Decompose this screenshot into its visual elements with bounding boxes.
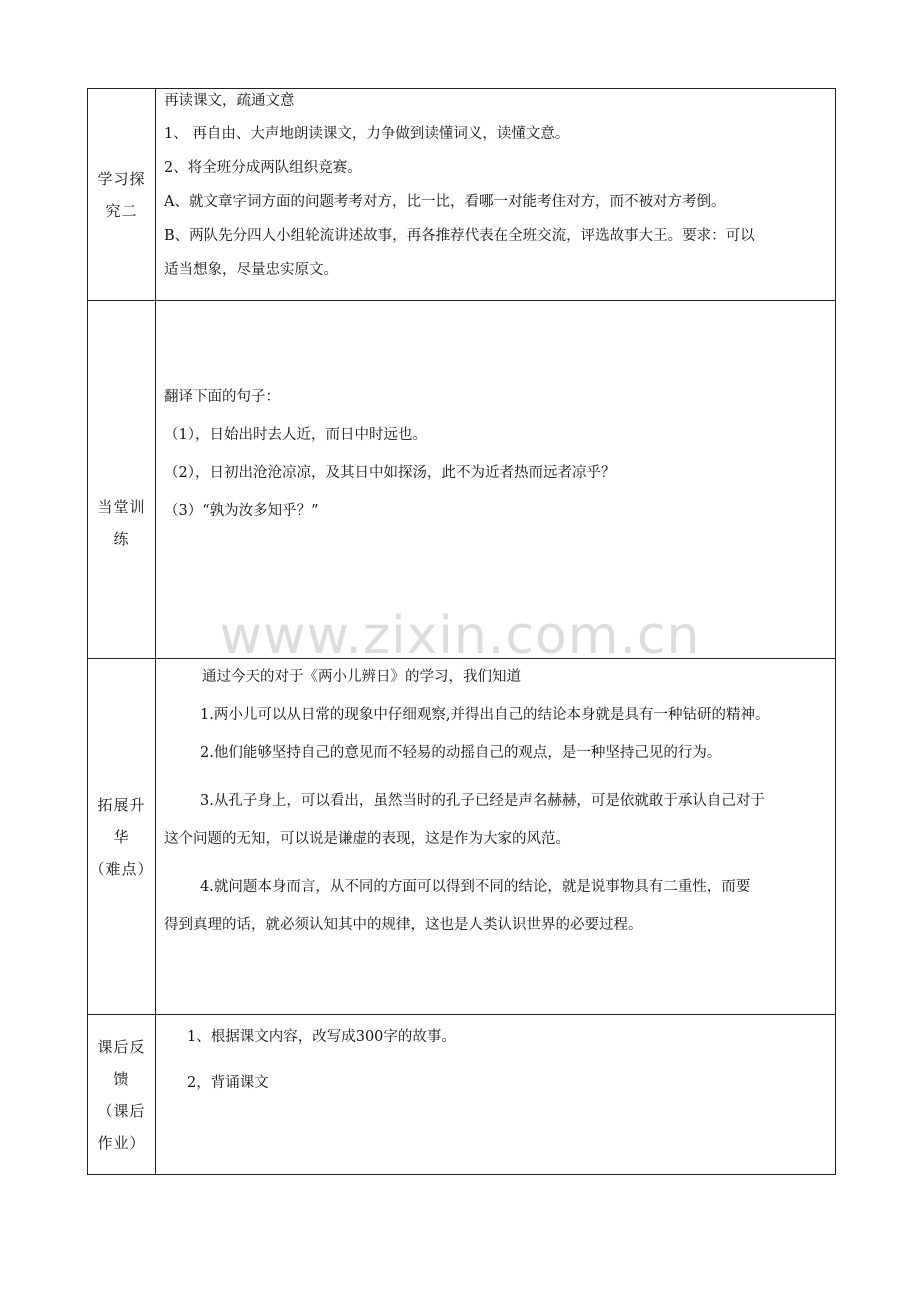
watermark-text: www.zixin.com.cn xyxy=(219,606,701,666)
content-line: A、就文章字词方面的问题考考对方，比一比，看哪一对能考住对方，而不被对方考倒。 xyxy=(164,194,726,210)
table-row-extension xyxy=(88,659,836,1015)
content-line: B、两队先分四人小组轮流讲述故事，再各推荐代表在全班交流，评选故事大王。要求：可以 xyxy=(164,228,755,244)
section-heading: 再读课文，疏通文意 xyxy=(164,93,295,109)
content-line: 1.两小儿可以从日常的现象中仔细观察,并得出自己的结论本身就是具有一种钻研的精神。 xyxy=(200,707,770,723)
content-line: 2，背诵课文 xyxy=(187,1075,269,1091)
row-label-extension xyxy=(88,659,156,1015)
label-line: 当堂训 xyxy=(97,498,146,516)
label-line: 究二 xyxy=(105,201,138,220)
row-content-class-practice xyxy=(156,301,836,659)
content-line: 1、 再自由、大声地朗读课文，力争做到读懂词义，读懂文意。 xyxy=(164,126,570,142)
content-line: 2、将全班分成两队组织竞赛。 xyxy=(164,160,362,176)
content-line: （3）“孰为汝多知乎？” xyxy=(164,503,319,519)
content-line: 4.就问题本身而言，从不同的方面可以得到不同的结论，就是说事物具有二重性，而要 xyxy=(200,879,751,895)
content-line: 翻译下面的句子： xyxy=(164,389,280,405)
content-line: 2.他们能够坚持自己的意见而不轻易的动摇自己的观点，是一种坚持己见的行为。 xyxy=(200,745,722,761)
row-label-class-practice xyxy=(88,301,156,659)
label-line: 馈 xyxy=(113,1069,130,1088)
table-row-after-class xyxy=(88,1015,836,1175)
content-line: 通过今天的对于《两小儿辨日》的学习，我们知道 xyxy=(202,669,521,685)
row-label-after-class xyxy=(88,1015,156,1175)
label-line: 练 xyxy=(113,530,130,548)
row-label-study-explore xyxy=(88,89,156,301)
table-row-study-explore xyxy=(88,89,836,301)
row-content-study-explore xyxy=(156,89,836,301)
content-line: 得到真理的话，就必须认知其中的规律，这也是人类认识世界的必要过程。 xyxy=(164,917,643,933)
label-line: （课后 xyxy=(97,1101,146,1120)
content-line: （1），日始出时去人近，而日中时远也。 xyxy=(164,427,427,443)
label-line: 课后反 xyxy=(97,1037,146,1056)
content-line: 这个问题的无知，可以说是谦虚的表现，这是作为大家的风范。 xyxy=(164,831,570,847)
lesson-plan-table xyxy=(87,88,836,1175)
row-content-after-class xyxy=(156,1015,836,1175)
content-line: 3.从孔子身上，可以看出，虽然当时的孔子已经是声名赫赫，可是依就敢于承认自己对于 xyxy=(200,793,765,809)
content-line: （2），日初出沧沧凉凉，及其日中如探汤，此不为近者热而远者凉乎？ xyxy=(164,465,616,481)
label-line: （难点） xyxy=(89,859,154,878)
table-row-class-practice xyxy=(88,301,836,659)
content-line: 适当想象，尽量忠实原文。 xyxy=(164,262,338,278)
row-content-extension xyxy=(156,659,836,1015)
label-line: 拓展升 xyxy=(97,795,146,814)
label-line: 华 xyxy=(113,827,130,846)
content-line: 1、根据课文内容，改写成300字的故事。 xyxy=(187,1029,456,1045)
label-line: 作业） xyxy=(97,1133,146,1152)
label-line: 学习探 xyxy=(97,169,146,188)
